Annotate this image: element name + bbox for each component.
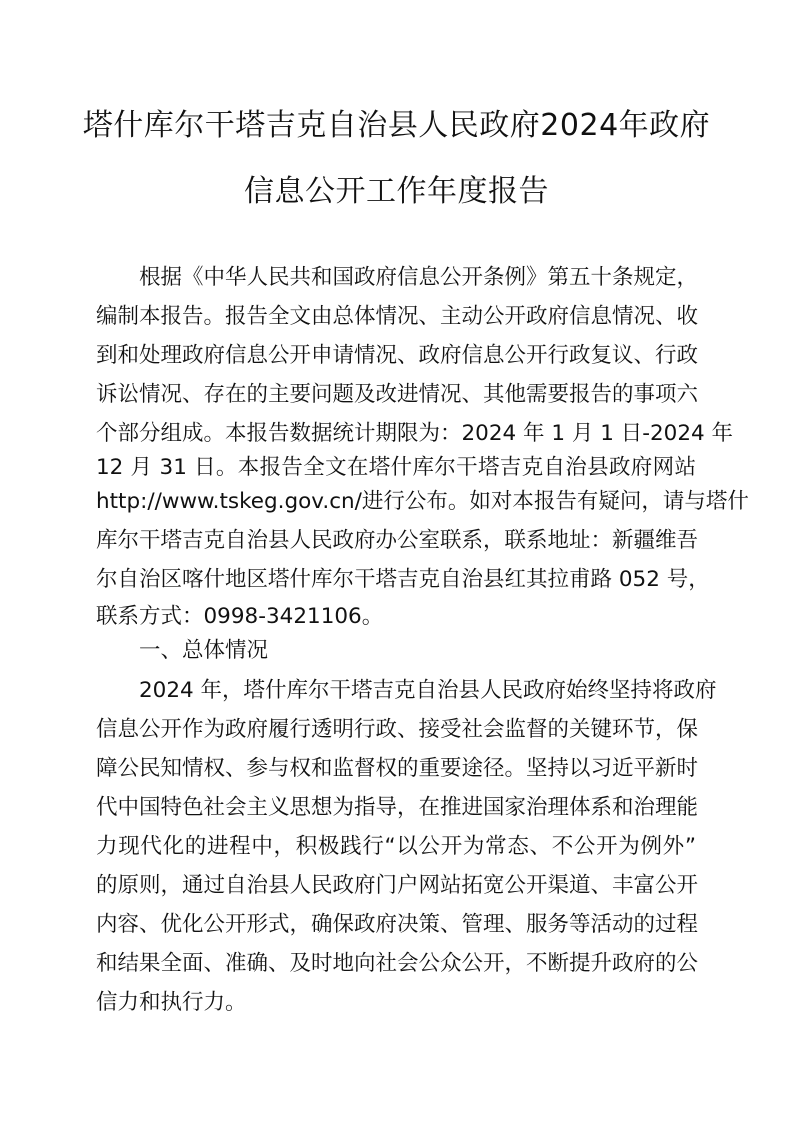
intro-line: 12 月 31 日。本报告全文在塔什库尔干塔吉克自治县政府网站 (96, 455, 696, 480)
section-line: 信力和执行力。 (96, 990, 247, 1015)
section-line: 力现代化的进程中，积极践行“以公开为常态、不公开为例外” (96, 834, 696, 859)
intro-line: 到和处理政府信息公开申请情况、政府信息公开行政复议、行政 (96, 343, 699, 368)
section-line: 信息公开作为政府履行透明行政、接受社会监督的关键环节，保 (96, 717, 699, 742)
intro-line: 尔自治区喀什地区塔什库尔干塔吉克自治县红其拉甫路 052 号， (96, 567, 710, 592)
document-title-line-1: 塔什库尔干塔吉克自治县人民政府2024年政府 (82, 108, 711, 143)
section-heading: 一、总体情况 (139, 638, 269, 663)
section-line: 和结果全面、准确、及时地向社会公众公开，不断提升政府的公 (96, 951, 699, 976)
document-title-line-2: 信息公开工作年度报告 (244, 174, 549, 209)
intro-line: http://www.tskeg.gov.cn/进行公布。如对本报告有疑问，请与塔什 (96, 489, 749, 514)
section-line: 的原则，通过自治县人民政府门户网站拓宽公开渠道、丰富公开 (96, 873, 699, 898)
section-line: 障公民知情权、参与权和监督权的重要途径。坚持以习近平新时 (96, 756, 699, 781)
section-line: 代中国特色社会主义思想为指导，在推进国家治理体系和治理能 (96, 795, 699, 820)
intro-line: 个部分组成。本报告数据统计期限为：2024 年 1 月 1 日-2024 年 (96, 421, 734, 446)
section-line: 内容、优化公开形式，确保政府决策、管理、服务等活动的过程 (96, 912, 699, 937)
intro-line: 诉讼情况、存在的主要问题及改进情况、其他需要报告的事项六 (96, 382, 699, 407)
intro-line: 库尔干塔吉克自治县人民政府办公室联系，联系地址：新疆维吾 (96, 528, 699, 553)
intro-line: 编制本报告。报告全文由总体情况、主动公开政府信息情况、收 (96, 304, 699, 329)
intro-line: 根据《中华人民共和国政府信息公开条例》第五十条规定， (139, 265, 699, 290)
section-line: 2024 年，塔什库尔干塔吉克自治县人民政府始终坚持将政府 (139, 678, 717, 703)
intro-line: 联系方式：0998-3421106。 (96, 604, 384, 629)
